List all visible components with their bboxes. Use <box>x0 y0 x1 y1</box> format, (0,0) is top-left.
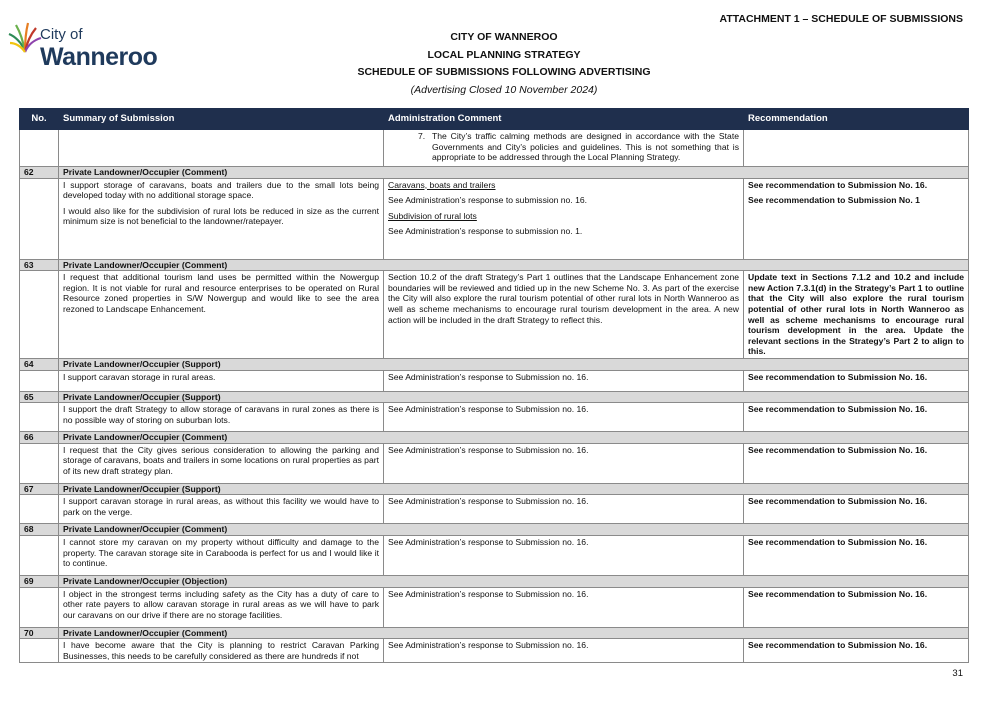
table-row-continuation <box>20 130 969 167</box>
submission-number: 70 <box>20 627 59 639</box>
submission-summary: I support the draft Strategy to allow storage of caravans in rural zones as there is no possible way of storing on suburban lots. <box>59 403 384 432</box>
recommendation: See recommendation to Submission No. 16. See recommendation to Submission No. 1 <box>744 178 969 259</box>
category-row <box>20 358 969 370</box>
category-row <box>20 575 969 587</box>
logo-emblem-icon <box>8 22 42 56</box>
table-row <box>20 271 969 359</box>
recommendation: See recommendation to Submission No. 16. <box>744 370 969 391</box>
category-row <box>20 483 969 495</box>
submission-category: Private Landowner/Occupier (Support) <box>59 483 969 495</box>
submission-number: 68 <box>20 524 59 536</box>
table-row <box>20 443 969 483</box>
submission-category: Private Landowner/Occupier (Support) <box>59 391 969 403</box>
column-header-no: No. <box>20 109 59 130</box>
submission-category: Private Landowner/Occupier (Comment) <box>59 524 969 536</box>
submission-summary: I request that additional tourism land uses be permitted within the Nowergup region. It is not viable for rural and resource enterprises to be operated on Rural Resource zoned properties in S/W Nowergup and would like to see the area rezoned to Landscape Enhancement. <box>59 271 384 359</box>
logo-text-city-of: City of <box>40 26 83 43</box>
submission-category: Private Landowner/Occupier (Comment) <box>59 167 969 179</box>
column-header-recommendation: Recommendation <box>744 109 969 130</box>
category-row <box>20 524 969 536</box>
admin-comment: See Administration’s response to Submission no. 16. <box>384 535 744 575</box>
table-row <box>20 403 969 432</box>
table-row <box>20 370 969 391</box>
submission-summary: I support caravan storage in rural areas, as without this facility we would have to park on the verge. <box>59 495 384 524</box>
admin-comment: See Administration’s response to Submission no. 16. <box>384 370 744 391</box>
recommendation: See recommendation to Submission No. 16. <box>744 587 969 627</box>
document-header <box>250 29 758 99</box>
submission-summary: I object in the strongest terms including safety as the City has a duty of care to other rate payers to allow caravan storage in rural areas as we will have to park our caravans on our drive if there are no storage facilities. <box>59 587 384 627</box>
category-row <box>20 432 969 444</box>
submission-number: 63 <box>20 259 59 271</box>
submission-number: 67 <box>20 483 59 495</box>
logo-text-wanneroo: Wanneroo <box>40 43 158 71</box>
admin-comment-continuation <box>384 130 744 167</box>
header-strategy: LOCAL PLANNING STRATEGY <box>427 48 581 61</box>
admin-comment: See Administration’s response to Submission no. 16. <box>384 495 744 524</box>
admin-comment: See Administration’s response to Submission no. 16. <box>384 403 744 432</box>
table-row <box>20 495 969 524</box>
admin-comment: See Administration’s response to Submission no. 16. <box>384 639 744 663</box>
category-row <box>20 627 969 639</box>
admin-comment: See Administration’s response to Submission no. 16. <box>384 443 744 483</box>
admin-comment: Section 10.2 of the draft Strategy’s Part 1 outlines that the Landscape Enhancement zone boundaries will be reviewed and tidied up in the new Scheme No. 3. As part of the exercise the City will also explore the rural tourism potential of other rural lots in North Wanneroo as well as scheme mechanisms to encourage rural tourism development in the area. A new action will be included in the draft Strategy to reflect this. <box>384 271 744 359</box>
submission-number: 66 <box>20 432 59 444</box>
submission-category: Private Landowner/Occupier (Comment) <box>59 432 969 444</box>
submission-number: 64 <box>20 358 59 370</box>
submission-number: 65 <box>20 391 59 403</box>
page-number: 31 <box>952 668 963 679</box>
submission-number: 69 <box>20 575 59 587</box>
attachment-title: ATTACHMENT 1 – SCHEDULE OF SUBMISSIONS <box>719 13 963 25</box>
submission-number: 62 <box>20 167 59 179</box>
header-city: CITY OF WANNEROO <box>450 31 558 43</box>
table-row <box>20 587 969 627</box>
submission-category: Private Landowner/Occupier (Support) <box>59 358 969 370</box>
submission-summary: I support storage of caravans, boats and trailers due to the small lots being developed today with no additional storage space. I would also like for the subdivision of rural lots be reduced in size as the current minimum size is not beneficial to the landowner/ratepayer. <box>59 178 384 259</box>
submission-category: Private Landowner/Occupier (Comment) <box>59 627 969 639</box>
recommendation: See recommendation to Submission No. 16. <box>744 535 969 575</box>
admin-comment: Caravans, boats and trailers See Administration’s response to submission no. 16. Subdivision of rural lots See Administration’s response to submission no. 1. <box>384 178 744 259</box>
submission-category: Private Landowner/Occupier (Objection) <box>59 575 969 587</box>
recommendation: See recommendation to Submission No. 16. <box>744 495 969 524</box>
header-schedule: SCHEDULE OF SUBMISSIONS FOLLOWING ADVERTISING <box>357 66 651 78</box>
submission-summary: I cannot store my caravan on my property without difficulty and damage to the property. The caravan storage site in Carabooda is perfect for us and I would like it to continue. <box>59 535 384 575</box>
list-text: The City’s traffic calming methods are designed in accordance with the State Governments and City’s policies and guidelines. This is not something that is appropriate to be addressed through the Local Planning Strategy. <box>432 131 739 163</box>
recommendation: See recommendation to Submission No. 16. <box>744 639 969 663</box>
submission-summary: I request that the City gives serious consideration to allowing the parking and storage of caravans, boats and trailers in some locations on rural properties as part of its new draft strategy plan. <box>59 443 384 483</box>
city-of-wanneroo-logo <box>8 20 158 76</box>
recommendation: See recommendation to Submission No. 16. <box>744 403 969 432</box>
list-number: 7. <box>418 131 426 141</box>
submission-summary: I have become aware that the City is planning to restrict Caravan Parking Businesses, this needs to be carefully considered as there are hundreds if not <box>59 639 384 663</box>
table-header-row <box>20 109 969 130</box>
submission-summary: I support caravan storage in rural areas. <box>59 370 384 391</box>
category-row <box>20 391 969 403</box>
table-row <box>20 639 969 663</box>
submissions-table <box>19 108 969 663</box>
recommendation: See recommendation to Submission No. 16. <box>744 443 969 483</box>
category-row <box>20 167 969 179</box>
table-row <box>20 535 969 575</box>
category-row <box>20 259 969 271</box>
column-header-admin: Administration Comment <box>384 109 744 130</box>
header-advertising-closed: (Advertising Closed 10 November 2024) <box>410 83 598 96</box>
submission-category: Private Landowner/Occupier (Comment) <box>59 259 969 271</box>
table-row <box>20 178 969 259</box>
recommendation: Update text in Sections 7.1.2 and 10.2 and include new Action 7.3.1(d) in the Strategy’s Part 1 to outline that the City will also explore the rural tourism potential of other rural lots in North Wanneroo as well as scheme mechanisms to encourage rural tourism development in the area. Update the relevant sections in the Strategy’s Part 2 to align to this. <box>744 271 969 359</box>
column-header-summary: Summary of Submission <box>59 109 384 130</box>
admin-comment: See Administration’s response to Submission no. 16. <box>384 587 744 627</box>
